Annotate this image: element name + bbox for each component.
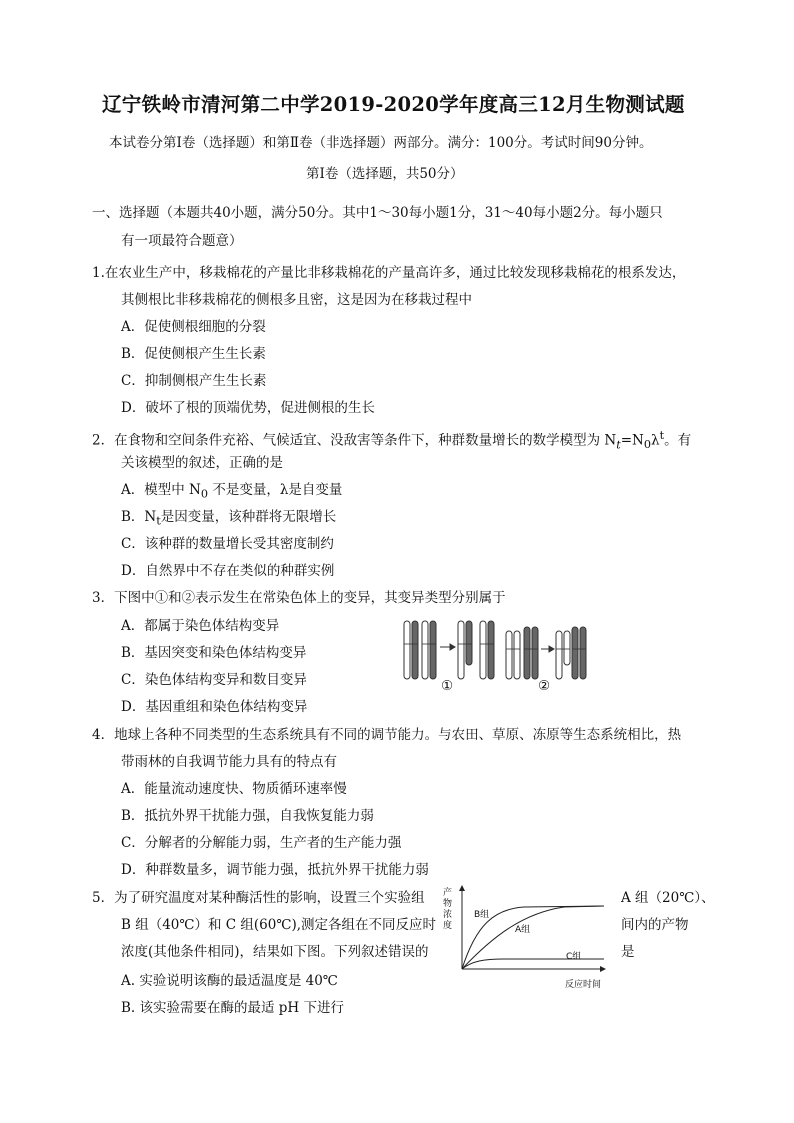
q5-line-3-left: 浓度(其他条件相同)，结果如下图。下列叙述错误的 [121,944,429,960]
q5-line-2-right: 间内的产物 [621,917,689,933]
q1-option-c: C．抑制侧根产生生长素 [121,373,267,389]
q2-stem-line-2: 关该模型的叙述，正确的是 [121,455,283,471]
q1-stem-line-2: 其侧根比非移栽棉花的侧根多且密，这是因为在移栽过程中 [121,292,472,308]
q3-option-c: C．染色体结构变异和数目变异 [121,672,307,688]
q5-option-a: A. 实验说明该酶的最适温度是 40℃ [121,973,338,989]
exam-intro: 本试卷分第Ⅰ卷（选择题）和第Ⅱ卷（非选择题）两部分。满分：100分。考试时间90分钟。 [109,135,653,151]
q1-option-d: D．破坏了根的顶端优势，促进侧根的生长 [121,400,375,416]
q1-option-b: B．促使侧根产生生长素 [121,346,266,362]
chromosome-figure [400,619,590,694]
y-axis-label: 产物浓度 [443,888,453,931]
q3-option-a: A．都属于染色体结构变异 [121,618,280,634]
q3-stem: 3．下图中①和②表示发生在常染色体上的变异，其变异类型分别属于 [92,590,506,606]
q5-line-1-right: A 组（20℃）、 [621,890,715,906]
q4-option-c: C．分解者的分解能力弱，生产者的生产能力强 [121,835,402,851]
q4-stem-line-1: 4．地球上各种不同类型的生态系统具有不同的调节能力。与农田、草原、冻原等生态系统相比，热 [92,727,682,743]
x-axis-label: 反应时间 [565,980,602,990]
figure-label-1: ① [441,678,454,694]
q2-option-c: C．该种群的数量增长受其密度制约 [121,536,334,552]
q1-stem-line-1: 1.在农业生产中，移栽棉花的产量比非移栽棉花的产量高许多，通过比较发现移栽棉花的根系发达， [92,265,686,281]
enzyme-chart [454,885,614,985]
q1-option-a: A．促使侧根细胞的分裂 [121,319,266,335]
q2-stem-line-1: 2．在食物和空间条件充裕、气候适宜、没敌害等条件下，种群数量增长的数学模型为 $N_t=N_0\lambda^t$。有 [92,429,692,452]
x-axis-arrow [600,966,606,972]
q2-option-d: D．自然界中不存在类似的种群实例 [121,563,335,579]
q4-option-d: D．种群数量多，调节能力强，抵抗外界干扰能力弱 [121,862,429,878]
y-axis-arrow [459,885,465,891]
q5-option-b: B. 该实验需要在酶的最适 pH 下进行 [121,1000,345,1016]
page-title: 辽宁铁岭市清河第二中学2019-2020学年度高三12月生物测试题 [102,93,685,116]
q3-option-d: D．基因重组和染色体结构变异 [121,699,308,715]
series-a-label: A组 [515,925,531,935]
q5-line-3-right: 是 [621,944,635,960]
q5-line-2-left: B 组（40℃）和 C 组(60℃),测定各组在不同反应时 [121,917,437,933]
series-c-label: C组 [566,952,582,962]
instructions-line-1: 一、选择题（本题共40小题，满分50分。其中1～30每小题1分，31～40每小题2分。每小题只 [92,205,663,221]
q2-option-a: A．模型中 $N_0$ 不是变量，λ是自变量 [121,482,343,501]
q4-option-a: A．能量流动速度快、物质循环速率慢 [121,781,347,797]
series-b-label: B组 [474,910,490,920]
figure-label-2: ② [538,678,551,694]
q5-line-1-left: 5．为了研究温度对某种酶活性的影响，设置三个实验组 [92,890,425,906]
q4-option-b: B．抵抗外界干扰能力强，自我恢复能力弱 [121,808,374,824]
instructions-line-2: 有一项最符合题意） [121,233,243,249]
section-heading: 第Ⅰ卷（选择题，共50分） [306,166,464,182]
q2-option-b: B．$N_t$是因变量，该种群将无限增长 [121,509,337,528]
q3-option-b: B．基因突变和染色体结构变异 [121,645,307,661]
series-c-line [462,959,604,969]
q4-stem-line-2: 带雨林的自我调节能力具有的特点有 [121,754,337,770]
